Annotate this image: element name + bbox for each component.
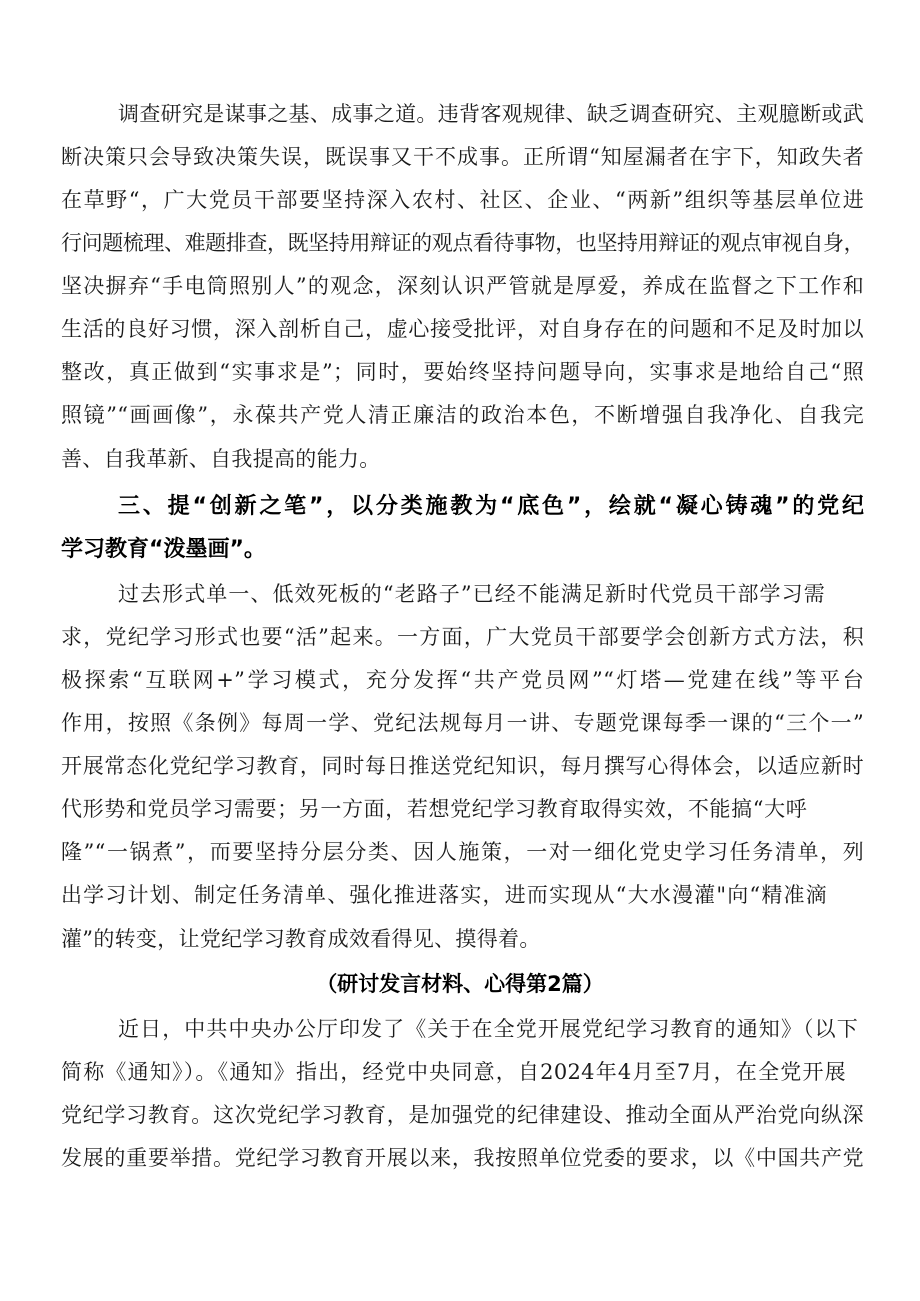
text-line: 作用，按照《条例》每周一学、党纪法规每月一讲、专题党课每季一课的“三个一”: [61, 711, 864, 735]
text-line: 极探索“互联网+”学习模式，充分发挥“共产党员网”“灯塔—党建在线”等平台: [61, 668, 864, 692]
text-line: 断决策只会导致决策失误，既误事又干不成事。正所谓“知屋漏者在宇下，知政失者: [61, 145, 864, 169]
text-line: 党纪学习教育。这次党纪学习教育，是加强党的纪律建设、推动全面从严治党向纵深: [61, 1103, 864, 1127]
text-line: 发展的重要举措。党纪学习教育开展以来，我按照单位党委的要求，以《中国共产党: [61, 1146, 864, 1170]
heading-line: 三、提“创新之笔”，以分类施教为“底色”，绘就“凝心铸魂”的党纪: [118, 494, 864, 519]
text-line: 生活的良好习惯，深入剖析自己，虚心接受批评，对自身存在的问题和不足及时加以: [61, 317, 864, 341]
text-line: 出学习计划、制定任务清单、强化推进落实，进而实现从“大水漫灌"向“精准滴: [61, 883, 827, 907]
heading-line: 学习教育“泼墨画”。: [61, 537, 266, 562]
text-line: 整改，真正做到“实事求是”；同时，要始终坚持问题导向，实事求是地给自己“照: [61, 360, 864, 384]
text-line: 在草野“，广大党员干部要坚持深入农村、社区、企业、“两新”组织等基层单位进: [61, 188, 864, 212]
text-line: 开展常态化党纪学习教育，同时每日推送党纪知识，每月撰写心得体会，以适应新时: [61, 754, 864, 778]
text-line: 行问题梳理、难题排查，既坚持用辩证的观点看待事物，也坚持用辩证的观点审视自身，: [61, 231, 864, 255]
text-line: 简称《通知》）。《通知》指出，经党中央同意，自2024年4月至7月，在全党开展: [61, 1060, 846, 1084]
text-line: 代形势和党员学习需要；另一方面，若想党纪学习教育取得实效，不能搞“大呼: [61, 797, 807, 821]
text-line: 隆”“一锅煮”，而要坚持分层分类、因人施策，一对一细化党史学习任务清单，列: [61, 840, 864, 864]
text-line: 坚决摒弃“手电筒照别人”的观念，深刻认识严管就是厚爱，养成在监督之下工作和: [61, 274, 864, 298]
text-line: 照镜”“画画像”，永葆共产党人清正廉洁的政治本色，不断增强自我净化、自我完: [61, 403, 864, 427]
text-line: 过去形式单一、低效死板的“老路子”已经不能满足新时代党员干部学习需: [118, 582, 825, 606]
text-line: 灌”的转变，让党纪学习教育成效看得见、摸得着。: [61, 927, 541, 951]
article-subtitle: （研讨发言材料、心得第2篇）: [316, 972, 604, 996]
text-line: 调查研究是谋事之基、成事之道。违背客观规律、缺乏调查研究、主观臆断或武: [118, 102, 864, 126]
text-line: 近日，中共中央办公厅印发了《关于在全党开展党纪学习教育的通知》（以下: [118, 1017, 858, 1041]
text-line: 善、自我革新、自我提高的能力。: [61, 447, 381, 471]
text-line: 求，党纪学习形式也要“活”起来。一方面，广大党员干部要学会创新方式方法，积: [61, 625, 864, 649]
